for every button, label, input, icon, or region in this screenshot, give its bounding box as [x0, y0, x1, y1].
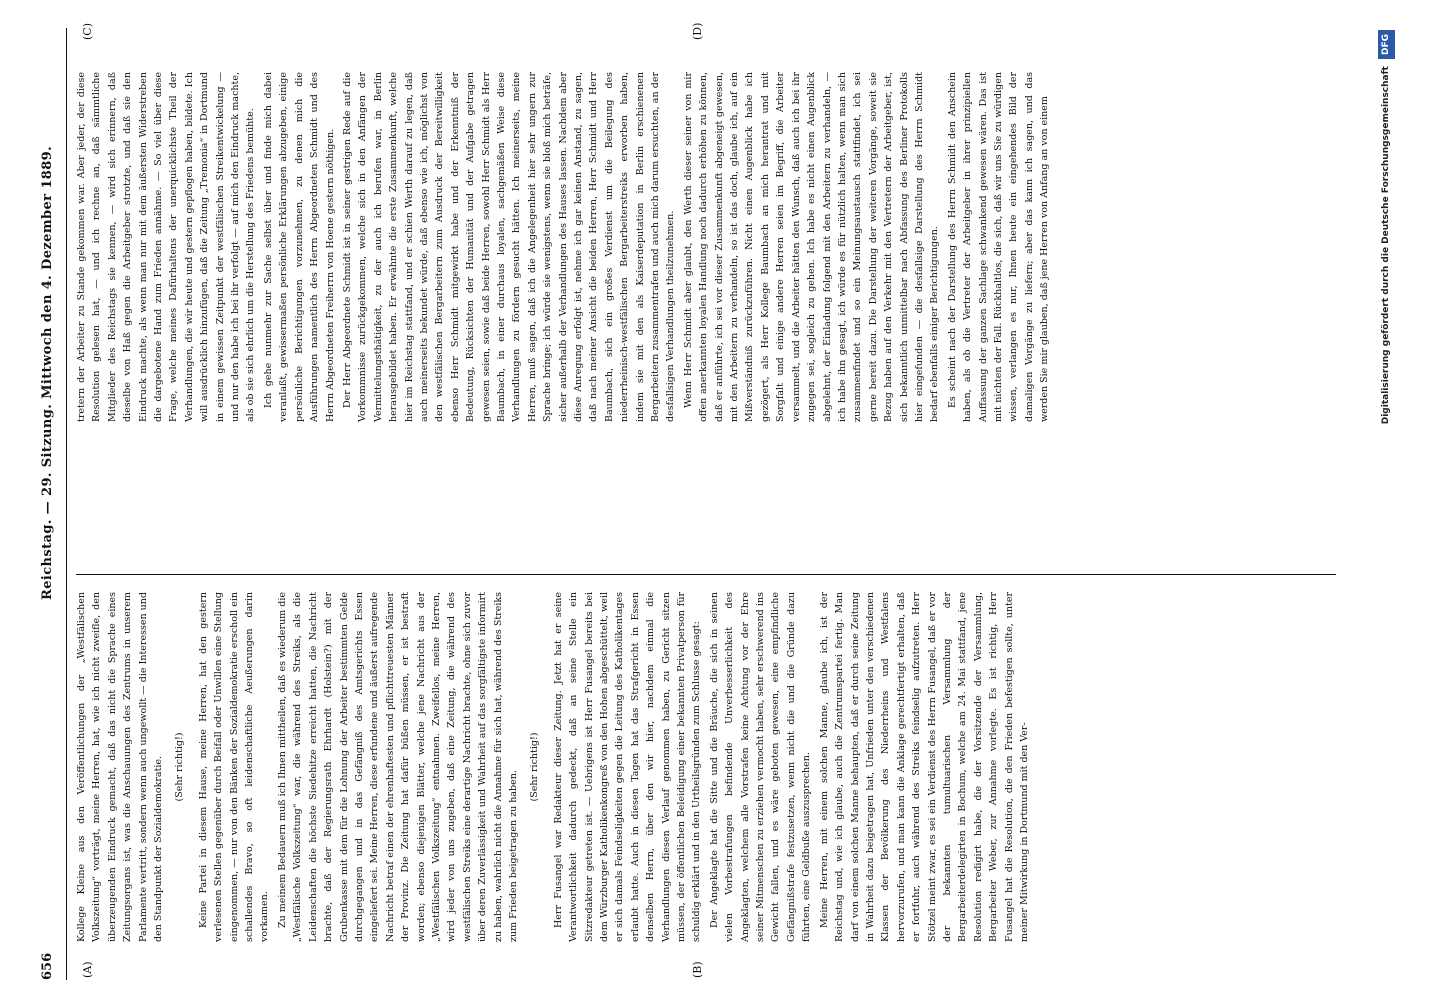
header-rule	[66, 28, 67, 980]
margin-marker-b: (B)	[691, 961, 704, 978]
column-divider	[76, 574, 1336, 575]
paragraph: Keine Partei in diesem Hause, meine Herren, hat den gestern verlesenen Stellen gegenüber durch Beifall oder Unwillen eine Stellung eingenommen, — nur von den Bänken der Sozialdemokratie erscholl ein schallendes Bravo, so oft leidenschaftliche Aeußerungen darin vorkamen.	[197, 592, 271, 942]
paragraph: Zu meinem Bedauern muß ich Ihnen mittheilen, daß es wiederum die „Westfälische Volkszeitung“ war, die während des Streiks, als die Leidenschaften die höchste Siedehitze erreicht hatten, die Nachricht brachte, daß der Regierungsrath Ehrhardt (Holstein?) mit der Grubenkasse mit dem für die Lohnung der Arbeiter bestimmten Gelde durchgegangen und in das Gefängniß des Amtsgerichts Essen eingeliefert sei. Meine Herren, diese erfundene und äußerst aufregende Nachricht betraf einen der ehrenhaftesten und pflichttreuesten Männer der Provinz. Die Zeitung hat dafür büßen müssen, er ist bestraft worden; ebenso diejenigen Blätter, welche jene Nachricht aus der „Westfälischen Volkszeitung“ entnahmen. Zweifellos, meine Herren, wird jeder von uns zugeben, daß eine Zeitung, die während des westfälischen Streiks eine derartige Nachricht brachte, ohne sich zuvor über deren Zuverlässigkeit und Wahrheit auf das sorgfältigste informirt zu haben, wahrlich nicht die Annahme für sich hat, während des Streiks zum Frieden beigetragen zu haben.	[276, 592, 519, 942]
paragraph: Wenn Herr Schmidt aber glaubt, den Werth dieser seiner von mir offen anerkannten loyalen Handlung noch dadurch erhöhen zu können, daß er anführte, ich sei vor dieser Zusammenkunft abgeneigt gewesen, mit den Arbeitern zu verhandeln, so ist das doch, glaube ich, auf ein Mißverständniß zurückzuführen. Nicht einen Augenblick habe ich gezögert, als Herr Kollege Baumbach an mich herantrat und mit Sorgfalt und einige andere Herren seien im Begriff, die Arbeiter versammelt, und die Arbeiter hätten den Wunsch, daß auch ich bei ihr zugegen sei, sogleich zu gehen. Ich habe es nicht einen Augenblick abgelehnt, der Einladung folgend mit den Arbeitern zu verhandeln, — ich habe ihn gesagt, ich würde es für nützlich halten, wenn man sich zusammenfindet und so ein Meinungsaustausch stattfindet, ich sei gerne bereit dazu. Die Darstellung der weiteren Vorgänge, soweit sie Bezug haben auf den Verkehr mit den Vertretern der Arbeitgeber, ist, sich bekanntlich unmittelbar nach Abfassung des Berliner Protokolls hier eingefunden — die desfallsige Darstellung des Herrn Schmidt bedarf ebenfalls einiger Berichtigungen.	[682, 72, 941, 422]
interjection: (Sehr richtig!)	[174, 732, 186, 802]
quoted-paragraph: Der Angeklagte hat die Sitte und die Bräuche, die sich in seinen vielen Vorbestrafungen befindende Unverbesserlichkeit des Angeklagten, welchem alle Vorstrafen keine Achtung vor der Ehre seiner Mitmenschen zu erziehen vermocht haben, sehr erschwerend ins Gewicht fallen, und es wäre geboten gewesen, eine empfindliche Gefängnißstrafe festzusetzen, wenn nicht die und die Gründe dazu führten, eine Geldbuße auszusprechen.	[708, 592, 813, 942]
credit-text: Digitalisierung gefördert durch die Deutsche Forschungsgemeinschaft	[1381, 66, 1391, 425]
paragraph: Meine Herren, mit einem solchen Manne, glaube ich, ist der Reichstag und, wie ich glaube, auch die Zentrumspartei fertig. Man darf von einem solchen Manne behaupten, daß er durch seine Zeitung in Wahrheit dazu beigetragen hat, Unfrieden unter den verschiedenen Klassen der Bevölkerung des Niederrheins und Westfalens hervorzurufen, und man kann die Anklage gerechtfertigt erhalten, daß er fortfuhr, auch während des Streiks feindselig aufzutreten. Herr Stötzel meint zwar, es sei ein Verdienst des Herrn Fusangel, daß er vor der bekannten tumultuarischen Versammlung der Bergarbeiterdelegirten in Bochum, welche am 24. Mai stattfand, jene Resolution redigirt habe, die der Vorsitzende der Versammlung, Bergarbeiter Weber, zur Annahme vorlegte. Es ist richtig, Herr Fusangel hat die Resolution, die den Frieden befestigen sollte, unter meiner Mitwirkung in Dortmund mit den Ver-	[818, 592, 1030, 942]
margin-marker-a: (A)	[81, 961, 94, 978]
paragraph: Es scheint nach der Darstellung des Herrn Schmidt den Anschein haben, als ob die Vertreter der Arbeitgeber in ihrer prinzipiellen Auffassung der ganzen Sachlage schwankend gewesen wären. Das ist mit nichten der Fall. Rückhaltlos, die sich, daß wir uns Sie zu würdigen wissen, verlangen es nur, Ihnen heute ein eingehendes Bild der damaligen Vorgänge zu liefern; aber das kann ich sagen, und das werden Sie mir glauben, daß jene Herren von Anfang an von einem	[946, 72, 1051, 422]
dfg-logo: DFG	[1378, 30, 1395, 59]
interjection: (Sehr richtig!)	[529, 732, 541, 802]
page-header	[40, 28, 64, 980]
paragraph: Herr Fusangel war Redakteur dieser Zeitung. Jetzt hat er seine Verantwortlichkeit dadurch gedeckt, daß an seine Stelle ein Sitzredakteur getreten ist. — Uebrigens ist Herr Fusangel bereits bei dem Würzburger Katholikenkongreß von den Hohen abgeschüttelt, weil er sich damals Feindseligkeiten gegen die Leitung des Katholikentages erlaubt hatte. Auch in diesen Tagen hat das Strafgericht in Essen denselben Herrn, über den wir hier, nachdem einmal die Verhandlungen diesen Verlauf genommen haben, zu Gericht sitzen müssen, der öffentlichen Beleidigung einer bekannten Privatperson für schuldig erklärt und in den Urtheilsgründen zum Schlusse gesagt:	[552, 592, 703, 942]
left-column	[74, 592, 1330, 942]
margin-marker-d: (D)	[691, 22, 704, 40]
paragraph: Ich gehe nunmehr zur Sache selbst über und finde mich dabei veranlaßt, gewissermaßen persönliche Erklärungen abzugeben, einige persönliche Berichtigungen vorzunehmen, zu denen mich die Ausführungen namentlich des Herrn Abgeordneten Schmidt und des Herrn Abgeordneten Freiherrn von Hoene gestern nöthigen.	[262, 72, 336, 422]
page-number: 656	[40, 952, 55, 980]
paragraph: Der Herr Abgeordnete Schmidt ist in seiner gestrigen Rede auf die Vorkommnisse zurückgekommen, welche sich in den Anfängen der Vermittelungsthätigkeit, zu der auch ich berufen war, in Berlin herausgebildet haben. Er erwähnte die erste Zusammenkunft, welche hier im Reichstag stattfand, und er schien Werth darauf zu legen, daß auch meinerseits bekundet würde, daß ebenso wie ich, möglichst von den westfälischen Bergarbeitern zum Ausdruck der Bereitwilligkeit ebenso Herr Schmidt mitgewirkt habe und der Erkenntniß der Bedeutung, Rücksichten der Humanität und der Aufgabe getragen gewesen seien, sowie daß beide Herren, sowohl Herr Schmidt als Herr Baumbach, in einer durchaus loyalen, sachgemäßen Weise diese Verhandlungen zu fördern gesucht hätten. Ich meinerseits, meine Herren, muß sagen, daß ich die Angelegenheit hier sehr ungern zur Sprache bringe; ich würde sie wenigstens, wenn sie bloß mich beträfe, sicher außerhalb der Verhandlungen des Hauses lassen. Nachdem aber diese Anregung erfolgt ist, nehme ich gar keinen Anstand, zu sagen, daß nach meiner Ansicht die beiden Herren, Herr Schmidt und Herr Baumbach, sich ein großes Verdienst um die Beilegung des niederrheinisch-westfälischen Bergarbeiterstreiks erworben haben, indem sie mit den als Kaiserdeputation in Berlin erschienenen Bergarbeitern zusammentrafen und auch mich darum ersuchten, an der desfallsigen Verhandlungen theilzunehmen.	[341, 72, 677, 422]
right-column	[74, 72, 1330, 422]
margin-marker-c: (C)	[81, 23, 94, 40]
running-head: Reichstag. — 29. Sitzung. Mittwoch den 4. Dezember 1889.	[40, 145, 55, 600]
paragraph: Kollege Kleine aus den Veröffentlichungen der „Westfälischen Volkszeitung“ vorträgt, meine Herren, hat, wie ich nicht zweifle, den überzeugenden Eindruck gemacht, daß das nicht die Sprache eines Zeitungsorgans ist, was die Anschauungen des Zentrums in unserem Parlamente vertritt, sondern wenn auch ungewollt — die Interessen und den Standpunkt der Sozialdemokratie.	[76, 592, 165, 942]
paragraph: tretern der Arbeiter zu Stande gekommen war. Aber jeder, der diese Resolution gelesen hat, — und ich rechne an, daß sämmtliche Mitglieder des Reichstags sie kennen, — wird sich erinnern, daß dieselbe von Haß gegen die Arbeitgeber strotzte, und daß sie den Eindruck machte, als wenn man nur mit dem äußersten Widerstreben die dargebotene Hand zum Frieden annähme. — So viel über diese Frage, welche meines Dafürhaltens der unerquicklichste Theil der Verhandlungen, die wir heute und gestern gepflogen haben, bildete. Ich will ausdrücklich hinzufügen, daß die Zeitung „Tremonia“ in Dortmund in einem gewissen Zeitpunkt der westfälischen Streikentwickelung — und nur den habe ich bei ihr verfolgt — auf mich den Eindruck machte, als ob sie sich ehrlich um die Herstellung des Friedens bemühte.	[76, 72, 257, 422]
digitization-credit	[1378, 0, 1418, 1000]
